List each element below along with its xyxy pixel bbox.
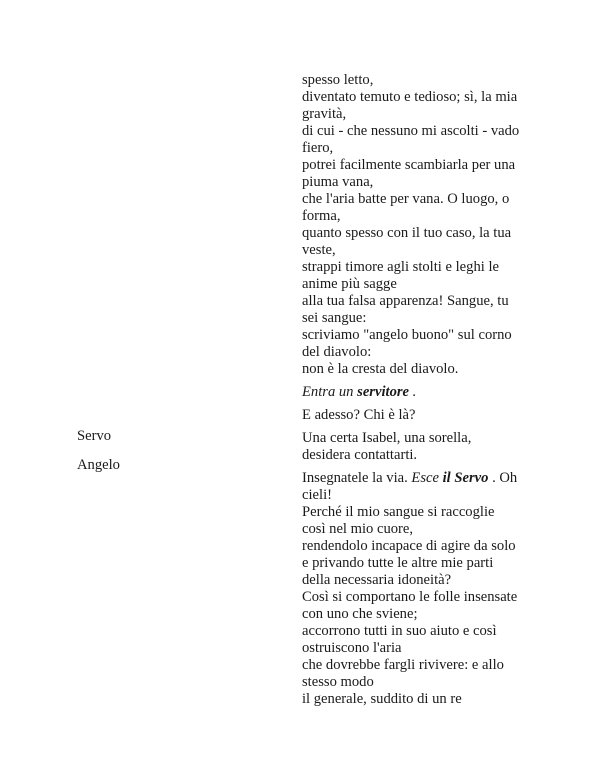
- verse-line: spesso letto,: [302, 72, 374, 88]
- verse-line: scriviamo "angelo buono" sul corno: [302, 327, 512, 343]
- verse-line: di cui - che nessuno mi ascolti - vado: [302, 123, 520, 139]
- verse-line: strappi timore agli stolti e leghi le: [302, 259, 499, 275]
- speech-continued: [302, 72, 540, 378]
- verse-line: desidera contattarti.: [302, 447, 418, 463]
- stage-role: servitore: [357, 384, 410, 400]
- verse-line: E adesso? Chi è là?: [302, 407, 416, 423]
- verse-line: il generale, suddito di un re: [302, 691, 462, 707]
- speaker-angelo: Angelo: [77, 457, 120, 473]
- verse-line: forma,: [302, 208, 341, 224]
- verse-line: alla tua falsa apparenza! Sangue, tu: [302, 293, 509, 309]
- verse-line: piuma vana,: [302, 174, 374, 190]
- verse-line: Così si comportano le folle insensate: [302, 589, 518, 605]
- verse-line: veste,: [302, 242, 336, 258]
- stage-text: Entra un: [302, 384, 358, 400]
- verse-line: rendendolo incapace di agire da solo: [302, 538, 516, 554]
- verse-line: che l'aria batte per vana. O luogo, o: [302, 191, 510, 207]
- servo-speech: [302, 430, 540, 464]
- dialogue-column: [302, 72, 540, 708]
- stage-role: il Servo: [442, 470, 489, 486]
- stage-text: .: [409, 384, 417, 400]
- verse-line: ostruiscono l'aria: [302, 640, 402, 656]
- verse-line: stesso modo: [302, 674, 374, 690]
- verse-line: del diavolo:: [302, 344, 372, 360]
- verse-line: fiero,: [302, 140, 334, 156]
- verse-line: Perché il mio sangue si raccoglie: [302, 504, 495, 520]
- stage-direction-enter: [302, 384, 540, 401]
- verse-text: Insegnatele la via.: [302, 470, 412, 486]
- verse-text: . Oh: [488, 470, 518, 486]
- verse-line: gravità,: [302, 106, 347, 122]
- verse-line: che dovrebbe fargli rivivere: e allo: [302, 657, 504, 673]
- question-line: [302, 407, 540, 424]
- verse-line: anime più sagge: [302, 276, 397, 292]
- verse-line: diventato temuto e tedioso; sì, la mia: [302, 89, 518, 105]
- speaker-servo: Servo: [77, 428, 112, 444]
- verse-line: così nel mio cuore,: [302, 521, 414, 537]
- verse-line: accorrono tutti in suo aiuto e così: [302, 623, 497, 639]
- verse-line: con uno che sviene;: [302, 606, 418, 622]
- angelo-speech: [302, 470, 540, 708]
- stage-text: Esce: [411, 470, 443, 486]
- verse-line: Una certa Isabel, una sorella,: [302, 430, 472, 446]
- verse-line: non è la cresta del diavolo.: [302, 361, 459, 377]
- verse-line: quanto spesso con il tuo caso, la tua: [302, 225, 512, 241]
- verse-line: della necessaria idoneità?: [302, 572, 452, 588]
- verse-line: cieli!: [302, 487, 332, 503]
- verse-line: sei sangue:: [302, 310, 367, 326]
- verse-line: potrei facilmente scambiarla per una: [302, 157, 516, 173]
- verse-line: e privando tutte le altre mie parti: [302, 555, 494, 571]
